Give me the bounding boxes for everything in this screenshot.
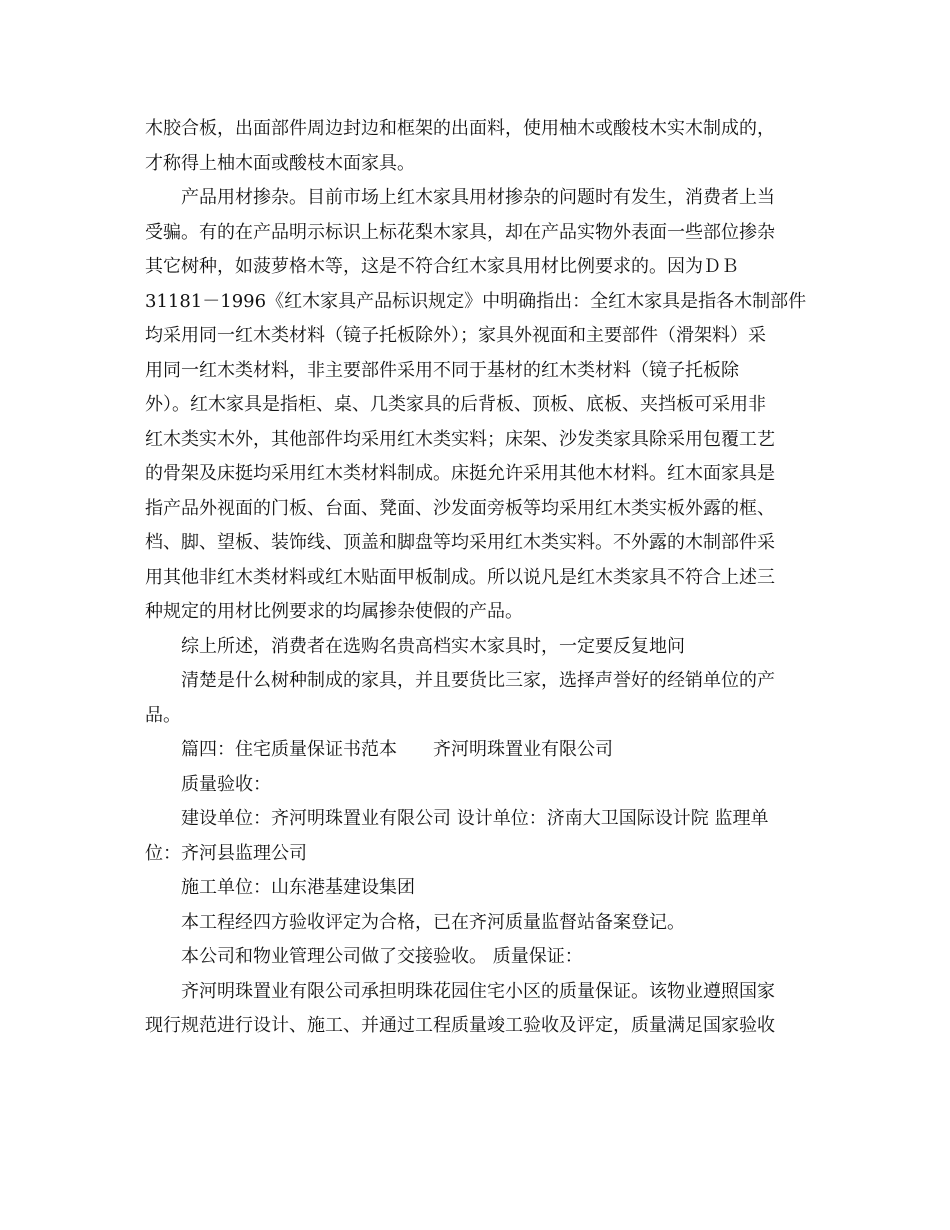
text-line: 的骨架及床挺均采用红木类材料制成。床挺允许采用其他木材料。红木面家具是 bbox=[145, 463, 775, 484]
text-line: 31181－1996《红木家具产品标识规定》中明确指出：全红木家具是指各木制部件 bbox=[145, 290, 807, 312]
text-line: 档、脚、望板、装饰线、顶盖和脚盘等均采用红木类实料。不外露的木制部件采 bbox=[145, 532, 775, 553]
text-line: 综上所述，消费者在选购名贵高档实木家具时，一定要反复地问 bbox=[181, 635, 685, 657]
text-line: 清楚是什么树种制成的家具，并且要货比三家，选择声誉好的经销单位的产 bbox=[181, 670, 775, 691]
text-line: 才称得上柚木面或酸枝木面家具。 bbox=[145, 152, 415, 174]
text-line: 施工单位：山东港基建设集团 bbox=[181, 877, 415, 898]
document-body bbox=[145, 112, 815, 1044]
text-line: 现行规范进行设计、施工、并通过工程质量竣工验收及评定，质量满足国家验收 bbox=[145, 1015, 775, 1036]
text-line: 受骗。有的在产品明示标识上标花梨木家具，却在产品实物外表面一些部位掺杂 bbox=[145, 221, 775, 243]
section-heading: 篇四：住宅质量保证书范本 齐河明珠置业有限公司 bbox=[181, 739, 613, 760]
text-line: 质量验收： bbox=[181, 773, 271, 795]
text-line: 外）。红木家具是指柜、桌、几类家具的后背板、顶板、底板、夹挡板可采用非 bbox=[145, 394, 766, 415]
text-line: 指产品外视面的门板、台面、凳面、沙发面旁板等均采用红木类实板外露的框、 bbox=[145, 497, 775, 519]
text-line: 均采用同一红木类材料（镜子托板除外）；家具外视面和主要部件（滑架料）采 bbox=[145, 325, 766, 346]
text-line: 本公司和物业管理公司做了交接验收。 质量保证： bbox=[181, 946, 583, 967]
text-line: 用同一红木类材料，非主要部件采用不同于基材的红木类材料（镜子托板除 bbox=[145, 359, 739, 381]
text-line: 位：齐河县监理公司 bbox=[145, 842, 307, 864]
text-line: 用其他非红木类材料或红木贴面甲板制成。所以说凡是红木类家具不符合上述三 bbox=[145, 566, 775, 588]
text-line: 其它树种，如菠萝格木等，这是不符合红木家具用材比例要求的。因为ＤＢ bbox=[145, 256, 739, 277]
text-line: 建设单位：齐河明珠置业有限公司 设计单位：济南大卫国际设计院 监理单 bbox=[181, 808, 769, 829]
text-line: 齐河明珠置业有限公司承担明珠花园住宅小区的质量保证。该物业遵照国家 bbox=[181, 980, 775, 1002]
text-line: 品。 bbox=[145, 704, 181, 726]
text-line: 本工程经四方验收评定为合格，已在齐河质量监督站备案登记。 bbox=[181, 911, 685, 933]
text-line: 红木类实木外，其他部件均采用红木类实料；床架、沙发类家具除采用包覆工艺 bbox=[145, 428, 775, 450]
text-line: 种规定的用材比例要求的均属掺杂使假的产品。 bbox=[145, 601, 523, 622]
text-line: 产品用材掺杂。目前市场上红木家具用材掺杂的问题时有发生，消费者上当 bbox=[181, 187, 775, 208]
text-line: 木胶合板，出面部件周边封边和框架的出面料，使用柚木或酸枝木实木制成的， bbox=[145, 118, 775, 139]
